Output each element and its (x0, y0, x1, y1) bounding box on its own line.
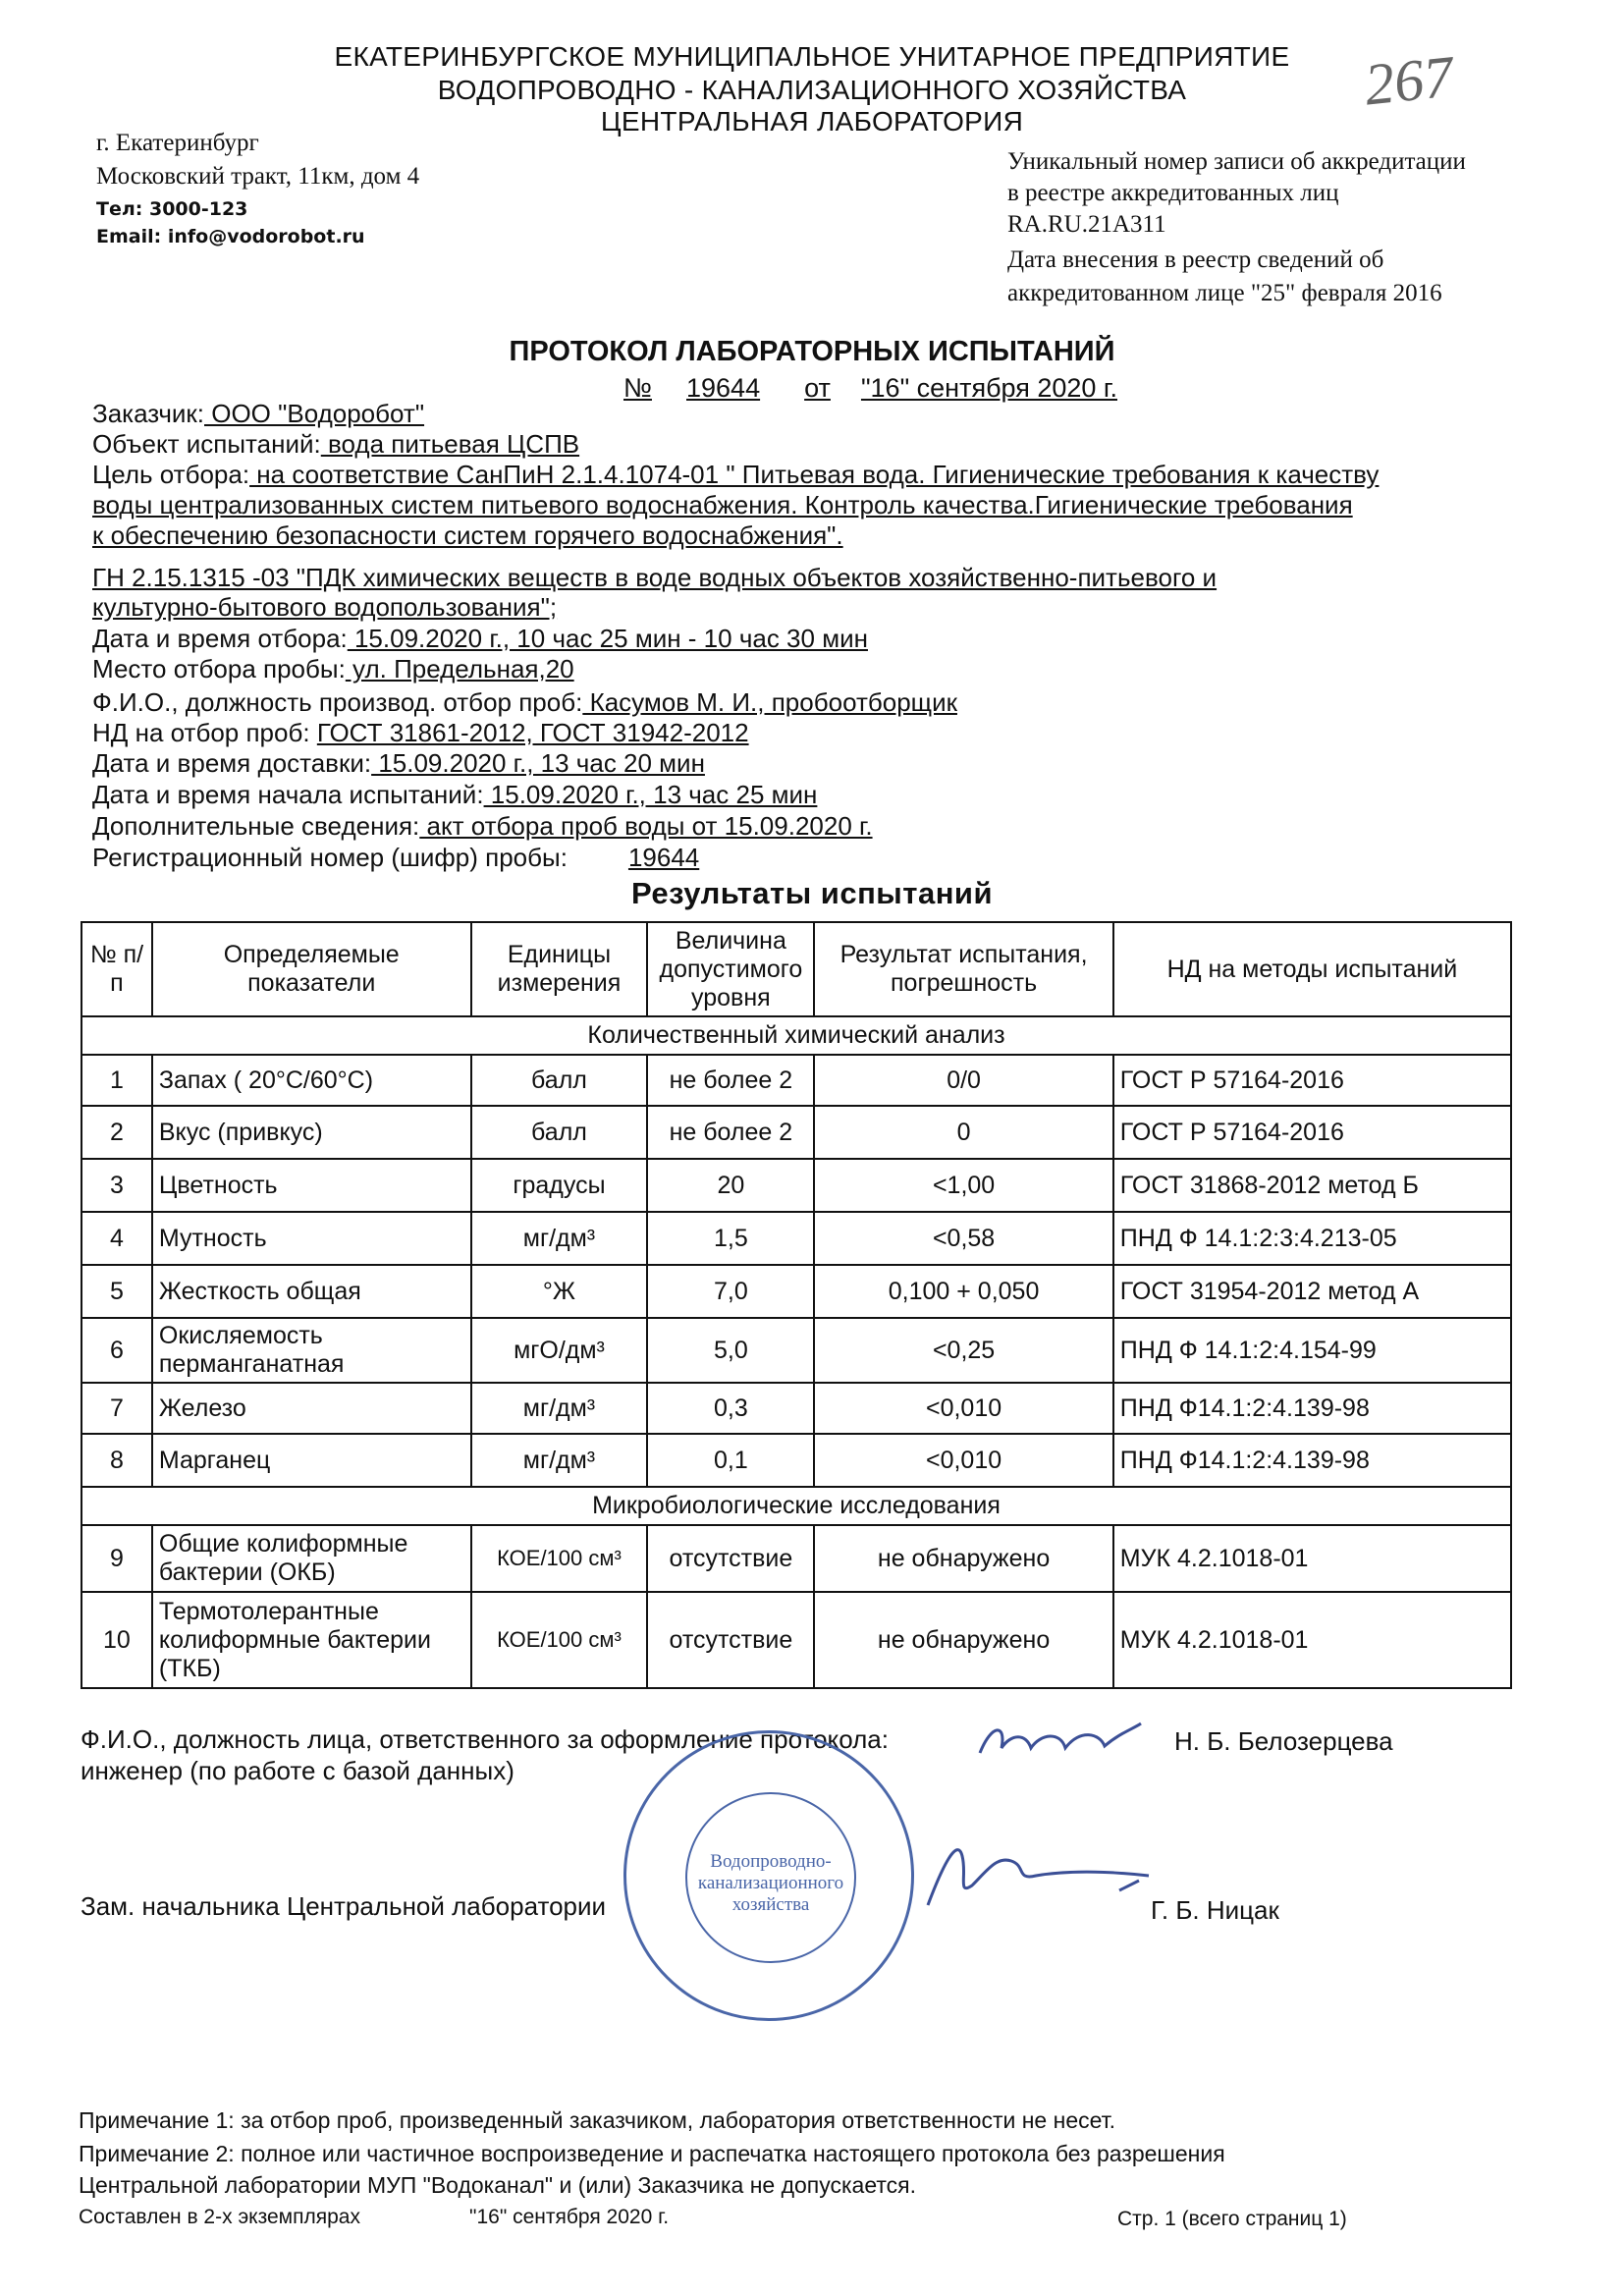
place-value: ул. Предельная,20 (345, 654, 574, 683)
stamp-inner-circle (685, 1792, 856, 1963)
row-indicator: Жесткость общая (152, 1265, 471, 1318)
accreditation-line1: Уникальный номер записи об аккредитации (1007, 148, 1466, 175)
header-limit: Величина допустимого уровня (647, 922, 814, 1016)
org-name-line2: ВОДОПРОВОДНО - КАНАЛИЗАЦИОННОГО ХОЗЯЙСТВА (437, 75, 1187, 105)
row-method: ГОСТ 31868-2012 метод Б (1113, 1159, 1511, 1212)
sampling-time-label: Дата и время отбора: (92, 624, 348, 653)
extra-field (92, 811, 873, 841)
row-result: <1,00 (814, 1159, 1112, 1212)
row-num: 4 (81, 1212, 152, 1265)
row-unit: балл (471, 1055, 648, 1106)
row-limit: 0,1 (647, 1434, 814, 1487)
row-method: ПНД Ф 14.1:2:3:4.213-05 (1113, 1212, 1511, 1265)
row-indicator: Термотолерантные колиформные бактерии (ТКБ) (152, 1592, 471, 1688)
row-result: <0,25 (814, 1318, 1112, 1383)
results-table (81, 921, 1512, 1689)
row-num: 2 (81, 1106, 152, 1159)
row-result: 0,100 + 0,050 (814, 1265, 1112, 1318)
sampler-value: Касумов М. И., пробоотборщик (582, 687, 957, 717)
customer-field (92, 399, 424, 428)
table-row (81, 1055, 1511, 1106)
number-sign: № (623, 373, 652, 403)
note-2-line2: Центральной лаборатории МУП "Водоканал" и (или) Заказчика не допускается. (79, 2172, 916, 2198)
table-header-row (81, 922, 1511, 1016)
row-limit: 0,3 (647, 1383, 814, 1434)
nd-label: НД на отбор проб: (92, 718, 317, 747)
row-result: <0,010 (814, 1383, 1112, 1434)
signature-belozertseva (972, 1714, 1149, 1773)
table-row (81, 1265, 1511, 1318)
row-unit: балл (471, 1106, 648, 1159)
footer-page: Стр. 1 (всего страниц 1) (1117, 2208, 1347, 2230)
object-value: вода питьевая ЦСПВ (320, 429, 580, 459)
purpose-value-1: на соответствие СанПиН 2.1.4.1074-01 " Питьевая вода. Гигиенические требования к качеству (249, 460, 1380, 489)
row-method: ПНД Ф14.1:2:4.139-98 (1113, 1434, 1511, 1487)
row-result: 0/0 (814, 1055, 1112, 1106)
row-unit: мгО/дм³ (471, 1318, 648, 1383)
row-result: 0 (814, 1106, 1112, 1159)
table-row (81, 1318, 1511, 1383)
accreditation-line4: Дата внесения в реестр сведений об (1007, 246, 1384, 273)
address-city: г. Екатеринбург (96, 130, 259, 156)
row-method: ГОСТ 31954-2012 метод А (1113, 1265, 1511, 1318)
header-result: Результат испытания, погрешность (814, 922, 1112, 1016)
place-label: Место отбора пробы: (92, 654, 346, 683)
row-method: ГОСТ Р 57164-2016 (1113, 1106, 1511, 1159)
accreditation-line2: в реестре аккредитованных лиц (1007, 180, 1339, 206)
row-method: ПНД Ф14.1:2:4.139-98 (1113, 1383, 1511, 1434)
section-row (81, 1487, 1511, 1525)
footer-date: "16" сентября 2020 г. (469, 2206, 670, 2228)
signature-nitsak (918, 1827, 1154, 1915)
row-result: <0,010 (814, 1434, 1112, 1487)
row-indicator: Железо (152, 1383, 471, 1434)
reg-value: 19644 (627, 843, 700, 872)
row-method: МУК 4.2.1018-01 (1113, 1525, 1511, 1592)
table-row (81, 1106, 1511, 1159)
accreditation-number: RA.RU.21A311 (1007, 211, 1166, 238)
row-indicator: Цветность (152, 1159, 471, 1212)
note-2-line1: Примечание 2: полное или частичное воспроизведение и распечатка настоящего протокола без разрешения (79, 2141, 1225, 2166)
table-row (81, 1525, 1511, 1592)
row-unit: °Ж (471, 1265, 648, 1318)
header-num: № п/п (81, 922, 152, 1016)
delivery-label: Дата и время доставки: (92, 748, 372, 778)
results-title: Результаты испытаний (630, 876, 994, 910)
table-row (81, 1434, 1511, 1487)
delivery-field (92, 748, 705, 778)
row-indicator: Мутность (152, 1212, 471, 1265)
footer-copies: Составлен в 2-х экземплярах (79, 2206, 360, 2228)
customer-label: Заказчик: (92, 399, 205, 428)
purpose-field (92, 460, 1379, 489)
sampling-time-field (92, 624, 868, 653)
row-unit: мг/дм³ (471, 1212, 648, 1265)
note-1: Примечание 1: за отбор проб, произведенный заказчиком, лаборатория ответственности не несет. (79, 2107, 1116, 2133)
table-row (81, 1592, 1511, 1688)
delivery-value: 15.09.2020 г., 13 час 20 мин (371, 748, 705, 778)
org-name-line3: ЦЕНТРАЛЬНАЯ ЛАБОРАТОРИЯ (600, 106, 1024, 137)
row-num: 8 (81, 1434, 152, 1487)
row-num: 6 (81, 1318, 152, 1383)
protocol-date: "16" сентября 2020 г. (860, 373, 1117, 403)
row-indicator: Запах ( 20°С/60°С) (152, 1055, 471, 1106)
stamp-center-text: Водопроводно-канализационного хозяйства (697, 1851, 844, 1915)
protocol-number: 19644 (686, 373, 761, 403)
row-indicator: Вкус (привкус) (152, 1106, 471, 1159)
section-title-chemical: Количественный химический анализ (81, 1016, 1511, 1055)
start-value: 15.09.2020 г., 13 час 25 мин (483, 780, 818, 809)
row-result: не обнаружено (814, 1525, 1112, 1592)
nd-value: ГОСТ 31861-2012, ГОСТ 31942-2012 (316, 718, 749, 747)
row-num: 7 (81, 1383, 152, 1434)
date-prefix: от (804, 373, 831, 403)
responsible-label-1: Ф.И.О., должность лица, ответственного за оформление протокола: (81, 1724, 889, 1754)
org-name-line1: ЕКАТЕРИНБУРГСКОЕ МУНИЦИПАЛЬНОЕ УНИТАРНОЕ ПРЕДПРИЯТИЕ (334, 41, 1290, 72)
row-unit: КОЕ/100 см³ (471, 1592, 648, 1688)
row-unit: мг/дм³ (471, 1383, 648, 1434)
header-indicator: Определяемые показатели (152, 922, 471, 1016)
reg-field (92, 843, 699, 872)
row-limit: 1,5 (647, 1212, 814, 1265)
row-unit: мг/дм³ (471, 1434, 648, 1487)
customer-value: ООО "Водоробот" (204, 399, 425, 428)
row-num: 10 (81, 1592, 152, 1688)
extra-value: акт отбора проб воды от 15.09.2020 г. (419, 811, 873, 841)
object-label: Объект испытаний: (92, 429, 321, 459)
deputy-label: Зам. начальника Центральной лаборатории (81, 1891, 607, 1921)
table-row (81, 1212, 1511, 1265)
organization-stamp (623, 1730, 914, 2021)
reg-label: Регистрационный номер (шифр) пробы: (92, 843, 568, 872)
object-field (92, 429, 579, 459)
responsible-label-2: инженер (по работе с базой данных) (81, 1756, 514, 1785)
row-limit: отсутствие (647, 1592, 814, 1688)
purpose-label: Цель отбора: (92, 460, 250, 489)
address-phone: Тел: 3000-123 (96, 198, 248, 220)
row-limit: 5,0 (647, 1318, 814, 1383)
row-result: не обнаружено (814, 1592, 1112, 1688)
handwritten-page-number: 267 (1361, 43, 1457, 118)
row-result: <0,58 (814, 1212, 1112, 1265)
responsible-name: Н. Б. Белозерцева (1174, 1726, 1393, 1756)
table-row (81, 1159, 1511, 1212)
deputy-name: Г. Б. Ницак (1151, 1895, 1279, 1925)
address-street: Московский тракт, 11км, дом 4 (96, 163, 420, 190)
row-limit: не более 2 (647, 1106, 814, 1159)
table-row (81, 1383, 1511, 1434)
row-indicator: Общие колиформные бактерии (ОКБ) (152, 1525, 471, 1592)
row-method: ПНД Ф 14.1:2:4.154-99 (1113, 1318, 1511, 1383)
row-num: 5 (81, 1265, 152, 1318)
purpose-value-3: к обеспечению безопасности систем горячего водоснабжения". (92, 520, 843, 550)
purpose-value-2: воды централизованных систем питьевого водоснабжения. Контроль качества.Гигиенические требования (92, 490, 1353, 519)
row-num: 9 (81, 1525, 152, 1592)
header-method: НД на методы испытаний (1113, 922, 1511, 1016)
sampler-label: Ф.И.О., должность производ. отбор проб: (92, 687, 583, 717)
row-method: МУК 4.2.1018-01 (1113, 1592, 1511, 1688)
protocol-number-line (623, 373, 1117, 404)
section-row (81, 1016, 1511, 1055)
row-limit: не более 2 (647, 1055, 814, 1106)
row-num: 1 (81, 1055, 152, 1106)
row-unit: КОЕ/100 см³ (471, 1525, 648, 1592)
nd-field (92, 718, 749, 747)
extra-label: Дополнительные сведения: (92, 811, 420, 841)
row-indicator: Окисляемость перманганатная (152, 1318, 471, 1383)
purpose-value-4: ГН 2.15.1315 -03 "ПДК химических веществ в воде водных объектов хозяйственно-питьевого и (92, 563, 1218, 592)
accreditation-date: аккредитованном лице "25" февраля 2016 (1007, 280, 1442, 306)
row-method: ГОСТ Р 57164-2016 (1113, 1055, 1511, 1106)
place-field (92, 654, 574, 683)
start-label: Дата и время начала испытаний: (92, 780, 484, 809)
row-limit: 7,0 (647, 1265, 814, 1318)
sampler-field (92, 687, 957, 717)
header-unit: Единицы измерения (471, 922, 648, 1016)
row-num: 3 (81, 1159, 152, 1212)
row-unit: градусы (471, 1159, 648, 1212)
protocol-title: ПРОТОКОЛ ЛАБОРАТОРНЫХ ИСПЫТАНИЙ (509, 336, 1115, 367)
row-limit: отсутствие (647, 1525, 814, 1592)
row-indicator: Марганец (152, 1434, 471, 1487)
address-email: Email: info@vodorobot.ru (96, 226, 365, 247)
row-limit: 20 (647, 1159, 814, 1212)
sampling-time-value: 15.09.2020 г., 10 час 25 мин - 10 час 30 мин (347, 624, 868, 653)
purpose-value-5: культурно-бытового водопользования"; (92, 592, 558, 622)
section-title-microbiological: Микробиологические исследования (81, 1487, 1511, 1525)
start-field (92, 780, 817, 809)
